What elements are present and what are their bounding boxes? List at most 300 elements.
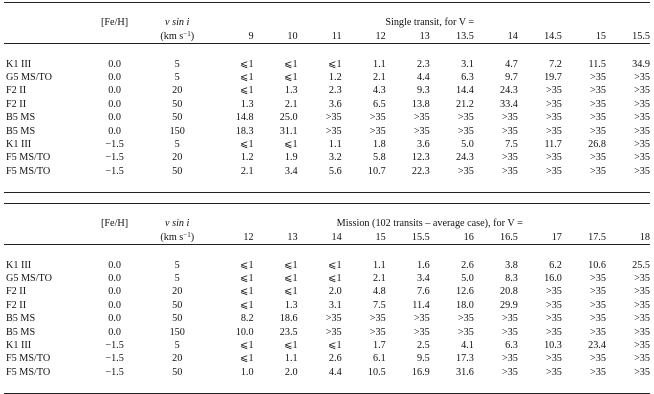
value-cell: >35 (634, 98, 650, 110)
value-cell: 1.3 (284, 299, 298, 311)
value-cell: >35 (457, 112, 474, 124)
vsini-cell: 5 (174, 340, 180, 352)
value-cell: >35 (590, 152, 606, 164)
magnitude-header: 13 (419, 30, 430, 42)
feh-cell: 0.0 (108, 72, 121, 83)
header-star-blank (4, 217, 84, 230)
value-cell: ⩽1 (239, 286, 254, 298)
table-row (4, 138, 650, 151)
value-cell: >35 (545, 112, 562, 124)
value-cell: 23.4 (588, 340, 606, 352)
magnitude-header: 13.5 (455, 30, 474, 42)
star-type-cell: F2 II (6, 85, 27, 97)
table-row (4, 125, 650, 138)
value-cell: 10.7 (367, 165, 386, 177)
value-cell: >35 (457, 313, 474, 325)
value-cell: >35 (634, 112, 650, 124)
star-type-cell: F2 II (6, 98, 27, 110)
star-type-cell: F5 MS/TO (6, 165, 51, 177)
value-cell: 1.1 (372, 259, 386, 271)
star-type-cell: K1 III (6, 340, 32, 352)
value-cell: 25.0 (279, 112, 298, 124)
value-cell: 1.1 (284, 353, 298, 365)
value-cell: >35 (634, 299, 650, 311)
value-cell: 25.5 (632, 259, 650, 271)
value-cell: 16.0 (544, 273, 562, 284)
value-cell: 10.3 (544, 340, 562, 352)
value-cell: 7.5 (505, 139, 518, 151)
unit-text: (km s (160, 30, 184, 42)
value-cell: ⩽1 (283, 340, 298, 352)
value-cell: >35 (545, 313, 562, 325)
feh-cell: −1.5 (105, 340, 124, 352)
value-cell: >35 (545, 85, 562, 97)
value-cell: >35 (545, 125, 562, 137)
feh-cell: −1.5 (105, 165, 124, 177)
value-cell: >35 (634, 286, 650, 298)
value-cell: 5.6 (328, 165, 342, 177)
magnitude-header: 16.5 (500, 231, 518, 243)
value-cell: 3.2 (328, 152, 342, 164)
feh-cell: 0.0 (108, 112, 121, 124)
bottom-rule (4, 379, 650, 393)
value-cell: 24.3 (455, 152, 474, 164)
header-vsini (145, 16, 210, 29)
value-cell: 11.4 (412, 299, 430, 311)
value-cell: >35 (545, 286, 562, 298)
table-row (4, 285, 650, 298)
value-cell: 31.1 (279, 125, 298, 137)
value-cell: >35 (545, 353, 562, 365)
star-type-cell: F5 MS/TO (6, 152, 51, 164)
value-cell: >35 (545, 98, 562, 110)
value-cell: >35 (413, 112, 430, 124)
vsini-cell: 5 (174, 58, 180, 70)
value-cell: >35 (325, 313, 342, 325)
value-cell: >35 (590, 353, 606, 365)
value-cell: >35 (501, 125, 518, 137)
value-cell: 9.7 (505, 72, 518, 83)
value-cell: 1.8 (372, 139, 386, 151)
header-vsini-unit (145, 231, 210, 245)
value-cell: >35 (413, 313, 430, 325)
value-cell: 12.3 (411, 152, 430, 164)
value-cell: >35 (369, 326, 386, 338)
vsini-cell: 50 (172, 299, 183, 311)
header-span-title: Single transit, for V = (385, 17, 475, 29)
value-cell: 3.1 (328, 299, 342, 311)
value-cell: 10.5 (367, 366, 386, 378)
value-cell: >35 (634, 85, 650, 97)
vsini-cell: 20 (172, 85, 183, 97)
value-cell: ⩽1 (328, 273, 342, 284)
value-cell: 2.3 (417, 58, 430, 70)
value-cell: 1.9 (284, 152, 298, 164)
feh-cell: 0.0 (108, 259, 121, 271)
magnitude-header: 14.5 (544, 30, 562, 42)
table-row (4, 312, 650, 325)
magnitude-header: 15.5 (632, 30, 650, 42)
value-cell: ⩽1 (239, 353, 254, 365)
value-cell: 4.8 (372, 286, 386, 298)
feh-cell: −1.5 (105, 139, 124, 151)
value-cell: 2.0 (284, 366, 298, 378)
value-cell: 3.4 (417, 273, 430, 284)
value-cell: >35 (545, 299, 562, 311)
vsini-cell: 50 (172, 313, 183, 325)
unit-close: ) (190, 30, 195, 42)
table-row (4, 272, 650, 285)
value-cell: 22.3 (411, 165, 430, 177)
value-cell: >35 (501, 112, 518, 124)
value-cell: 1.6 (417, 259, 430, 271)
value-cell: 13.8 (411, 98, 430, 110)
value-cell: >35 (369, 125, 386, 137)
value-cell: 26.8 (588, 139, 606, 151)
value-cell: 31.6 (455, 366, 474, 378)
value-cell: ⩽1 (239, 85, 254, 97)
value-cell: 6.2 (549, 259, 562, 271)
value-cell: 1.2 (240, 152, 254, 164)
header-vsini-label: v sin i (165, 17, 190, 29)
value-cell: >35 (634, 139, 650, 151)
table-row (4, 326, 650, 339)
table-row (4, 111, 650, 124)
vsini-cell: 5 (174, 72, 180, 83)
value-cell: >35 (501, 152, 518, 164)
value-cell: 1.1 (328, 139, 342, 151)
value-cell: >35 (501, 165, 518, 177)
table-row (4, 352, 650, 365)
value-cell: >35 (590, 273, 606, 284)
star-type-cell: K1 III (6, 139, 32, 151)
magnitude-header: 11 (331, 30, 342, 42)
value-cell: 4.3 (372, 85, 386, 97)
value-cell: 2.1 (372, 273, 386, 284)
value-cell: >35 (545, 152, 562, 164)
top-rule (4, 3, 650, 17)
value-cell: 1.3 (284, 85, 298, 97)
table-row (4, 84, 650, 97)
table-row (4, 71, 650, 84)
value-cell: >35 (325, 112, 342, 124)
value-cell: >35 (545, 165, 562, 177)
value-cell: >35 (413, 326, 430, 338)
value-cell: ⩽1 (239, 273, 254, 284)
value-cell: 4.4 (417, 72, 430, 83)
value-cell: 3.6 (328, 98, 342, 110)
header-row-1 (4, 16, 650, 29)
star-type-cell: K1 III (6, 259, 32, 271)
value-cell: 7.6 (417, 286, 430, 298)
value-cell: 8.2 (240, 313, 254, 325)
feh-cell: 0.0 (108, 58, 121, 70)
value-cell: 5.0 (461, 139, 474, 151)
header-row-1 (4, 217, 650, 230)
value-cell: >35 (501, 313, 518, 325)
value-cell: 4.7 (505, 58, 518, 70)
value-cell: 2.6 (461, 259, 474, 271)
value-cell: ⩽1 (328, 259, 342, 271)
value-cell: >35 (634, 366, 650, 378)
table-row (4, 366, 650, 379)
value-cell: ⩽1 (328, 58, 342, 70)
vsini-cell: 20 (172, 152, 183, 164)
value-cell: 2.3 (328, 85, 342, 97)
vsini-cell: 20 (172, 353, 183, 365)
value-cell: 5.0 (461, 273, 474, 284)
value-cell: >35 (545, 326, 562, 338)
value-cell: >35 (501, 353, 518, 365)
value-cell: >35 (634, 152, 650, 164)
value-cell: 18.6 (279, 313, 298, 325)
value-cell: 6.3 (461, 72, 474, 83)
value-cell: ⩽1 (283, 273, 298, 284)
vsini-cell: 50 (172, 112, 183, 124)
header-blank (84, 30, 145, 44)
value-cell: >35 (634, 340, 650, 352)
unit-exponent: −1 (183, 29, 191, 38)
star-type-cell: K1 III (6, 58, 32, 70)
header-row-2 (4, 231, 650, 245)
value-cell: >35 (590, 112, 606, 124)
star-type-cell: B5 MS (6, 112, 36, 124)
vsini-cell: 5 (174, 259, 180, 271)
magnitude-header: 13 (287, 231, 298, 243)
value-cell: 18.3 (235, 125, 254, 137)
value-cell: 24.3 (500, 85, 518, 97)
value-cell: >35 (634, 125, 650, 137)
value-cell: 2.0 (328, 286, 342, 298)
value-cell: 8.3 (505, 273, 518, 284)
star-type-cell: B5 MS (6, 125, 36, 137)
unit-close: ) (190, 231, 195, 243)
star-type-cell: F2 II (6, 286, 27, 298)
star-type-cell: F5 MS/TO (6, 366, 51, 378)
magnitude-header: 10 (287, 30, 298, 42)
table-row (4, 339, 650, 352)
magnitude-header: 15 (375, 231, 386, 243)
feh-cell: 0.0 (108, 299, 121, 311)
value-cell: 6.3 (505, 340, 518, 352)
value-cell: >35 (590, 313, 606, 325)
value-cell: >35 (413, 125, 430, 137)
value-cell: 9.3 (417, 85, 430, 97)
unit-exponent: −1 (183, 230, 191, 239)
value-cell: 5.8 (372, 152, 386, 164)
table-row (4, 58, 650, 71)
feh-cell: −1.5 (105, 366, 124, 378)
magnitude-header: 9 (248, 30, 254, 42)
value-cell: >35 (369, 112, 386, 124)
value-cell: ⩽1 (239, 340, 254, 352)
star-type-cell: G5 MS/TO (6, 72, 52, 83)
table-row (4, 299, 650, 312)
value-cell: 12.6 (455, 286, 474, 298)
value-cell: 4.4 (328, 366, 342, 378)
feh-cell: −1.5 (105, 152, 124, 164)
magnitude-header: 14 (331, 231, 342, 243)
value-cell: >35 (369, 313, 386, 325)
magnitude-header: 14 (507, 30, 518, 42)
magnitude-header: 17.5 (588, 231, 606, 243)
value-cell: 9.5 (417, 353, 430, 365)
feh-cell: 0.0 (108, 326, 121, 338)
header-star-blank (4, 16, 84, 29)
top-rule (4, 204, 650, 218)
value-cell: 2.5 (417, 340, 430, 352)
header-blank (4, 231, 84, 245)
header-rule (4, 245, 650, 259)
vsini-cell: 50 (172, 98, 183, 110)
value-cell: 3.6 (417, 139, 430, 151)
vsini-cell: 20 (172, 286, 183, 298)
table-row (4, 259, 650, 272)
magnitude-header: 18 (639, 231, 650, 243)
value-cell: 21.2 (455, 98, 474, 110)
value-cell: 14.4 (455, 85, 474, 97)
value-cell: ⩽1 (283, 58, 298, 70)
value-cell: 11.5 (588, 58, 606, 70)
value-cell: 1.2 (328, 72, 342, 83)
single-transit-table (4, 2, 650, 193)
value-cell: 6.5 (372, 98, 386, 110)
value-cell: 2.6 (328, 353, 342, 365)
value-cell: 33.4 (500, 98, 518, 110)
bottom-rule (4, 178, 650, 192)
header-span-title: Mission (102 transits – average case), for V = (336, 218, 523, 230)
value-cell: 1.7 (372, 340, 386, 352)
feh-cell: 0.0 (108, 286, 121, 298)
value-cell: >35 (501, 366, 518, 378)
header-vsini-label: v sin i (165, 218, 190, 230)
value-cell: 20.8 (500, 286, 518, 298)
value-cell: ⩽1 (239, 299, 254, 311)
header-row-2 (4, 30, 650, 44)
value-cell: >35 (634, 165, 650, 177)
header-rule (4, 44, 650, 58)
value-cell: >35 (457, 326, 474, 338)
value-cell: 3.1 (461, 58, 474, 70)
value-cell: >35 (590, 72, 606, 83)
value-cell: 2.1 (240, 165, 254, 177)
feh-cell: 0.0 (108, 98, 121, 110)
value-cell: 6.1 (372, 353, 386, 365)
vsini-cell: 50 (172, 165, 183, 177)
header-feh: [Fe/H] (101, 17, 129, 29)
vsini-cell: 5 (174, 139, 180, 151)
vsini-cell: 150 (169, 326, 185, 338)
star-type-cell: B5 MS (6, 313, 36, 325)
value-cell: 2.1 (372, 72, 386, 83)
value-cell: >35 (634, 273, 650, 284)
table-row (4, 165, 650, 178)
value-cell: >35 (590, 366, 606, 378)
value-cell: 10.6 (588, 259, 606, 271)
star-type-cell: F2 II (6, 299, 27, 311)
value-cell: >35 (590, 286, 606, 298)
table-row (4, 98, 650, 111)
value-cell: 14.8 (235, 112, 254, 124)
value-cell: ⩽1 (283, 72, 298, 83)
magnitude-header: 12 (243, 231, 254, 243)
header-vsini (145, 217, 210, 230)
value-cell: >35 (634, 353, 650, 365)
value-cell: 34.9 (632, 58, 650, 70)
value-cell: 18.0 (455, 299, 474, 311)
value-cell: 3.4 (284, 165, 298, 177)
value-cell: ⩽1 (283, 259, 298, 271)
unit-text: (km s (160, 231, 184, 243)
value-cell: 19.7 (544, 72, 562, 83)
table-row (4, 151, 650, 164)
value-cell: >35 (590, 98, 606, 110)
value-cell: 3.8 (505, 259, 518, 271)
value-cell: >35 (590, 299, 606, 311)
value-cell: 29.9 (500, 299, 518, 311)
feh-cell: −1.5 (105, 353, 124, 365)
value-cell: 17.3 (455, 353, 474, 365)
value-cell: >35 (590, 85, 606, 97)
value-cell: >35 (325, 125, 342, 137)
vsini-cell: 5 (174, 273, 180, 284)
value-cell: >35 (457, 165, 474, 177)
value-cell: >35 (501, 326, 518, 338)
value-cell: ⩽1 (239, 139, 254, 151)
header-blank (84, 231, 145, 245)
header-feh: [Fe/H] (101, 218, 129, 230)
magnitude-header: 16 (463, 231, 474, 243)
mission-table (4, 203, 650, 394)
value-cell: ⩽1 (328, 340, 342, 352)
value-cell: 4.1 (461, 340, 474, 352)
vsini-cell: 50 (172, 366, 183, 378)
value-cell: >35 (590, 326, 606, 338)
star-type-cell: G5 MS/TO (6, 273, 52, 284)
value-cell: 7.2 (549, 58, 562, 70)
magnitude-header: 17 (551, 231, 562, 243)
value-cell: 16.9 (411, 366, 430, 378)
value-cell: 1.0 (240, 366, 254, 378)
value-cell: >35 (545, 366, 562, 378)
value-cell: 1.3 (240, 98, 254, 110)
feh-cell: 0.0 (108, 313, 121, 325)
value-cell: 11.7 (544, 139, 562, 151)
magnitude-header: 15 (595, 30, 606, 42)
value-cell: >35 (590, 125, 606, 137)
value-cell: >35 (634, 326, 650, 338)
value-cell: ⩽1 (239, 72, 254, 83)
magnitude-header: 12 (375, 30, 386, 42)
header-vsini-unit (145, 30, 210, 44)
value-cell: ⩽1 (239, 58, 254, 70)
value-cell: ⩽1 (283, 139, 298, 151)
value-cell: 10.0 (235, 326, 254, 338)
value-cell: >35 (590, 165, 606, 177)
vsini-cell: 150 (169, 125, 185, 137)
magnitude-header: 15.5 (411, 231, 430, 243)
star-type-cell: F5 MS/TO (6, 353, 51, 365)
feh-cell: 0.0 (108, 273, 121, 284)
value-cell: 1.1 (372, 58, 386, 70)
value-cell: >35 (634, 72, 650, 83)
value-cell: ⩽1 (283, 286, 298, 298)
header-blank (4, 30, 84, 44)
value-cell: 2.1 (284, 98, 298, 110)
feh-cell: 0.0 (108, 125, 121, 137)
star-type-cell: B5 MS (6, 326, 36, 338)
value-cell: 7.5 (372, 299, 386, 311)
